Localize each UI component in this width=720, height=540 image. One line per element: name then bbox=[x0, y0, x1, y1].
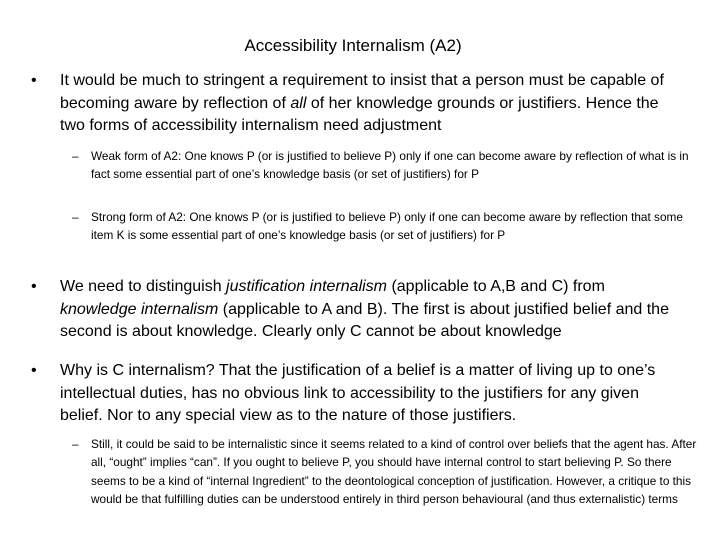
sub-bullet-strong-form bbox=[72, 208, 708, 245]
bullet-text: We need to distinguish justification internalism (applicable to A,B and C) from knowledge internalism (applicable to A and B). The first is about justified belief and the second is about knowledge. Clearly only C cannot be about knowledge bbox=[60, 278, 669, 340]
bullet-text: It would be much to stringent a requirement to insist that a person must be capable of becoming aware by reflection of all of her knowledge grounds or justifiers. Hence the two forms of accessibility internalism need adjustment bbox=[60, 72, 664, 134]
sub-bullet-text: Still, it could be said to be internalistic since it seems related to a kind of control over beliefs that the agent has. After all, “ought” implies “can”. If you ought to believe P, you should have internal control to start believing P. So there seems to be a kind of “internal Ingredient” to the deontological conception of justification. However, a critique to this would be that fulfilling duties can be understood entirely in third person behavioural (and thus externalistic) terms bbox=[91, 437, 697, 507]
emphasis-knowledge-internalism: knowledge internalism bbox=[60, 300, 219, 318]
bullet-marker: • bbox=[31, 72, 37, 89]
sub-bullet-control-over-beliefs bbox=[72, 435, 708, 509]
emphasis-justification-internalism: justification internalism bbox=[226, 278, 387, 295]
sub-bullet-text: Strong form of A2: One knows P (or is justified to believe P) only if one can become aware by reflection that some item K is some essential part of one’s knowledge basis (or set of justifiers) for P bbox=[91, 210, 683, 243]
bullet-text: Why is C internalism? That the justification of a belief is a matter of living up to one’s intellectual duties, has no obvious link to accessibility to the justifiers for any given belief. Nor to any special view as to the nature of those justifiers. bbox=[60, 362, 656, 424]
dash-marker: – bbox=[72, 149, 79, 163]
sub-bullet-weak-form bbox=[72, 147, 708, 184]
bullet-stringent-requirement bbox=[31, 70, 681, 138]
emphasis-all: all bbox=[290, 94, 307, 112]
bullet-justification-vs-knowledge bbox=[31, 276, 681, 344]
bullet-marker: • bbox=[31, 278, 37, 295]
dash-marker: – bbox=[72, 210, 79, 224]
slide-title: Accessibility Internalism (A2) bbox=[244, 36, 462, 55]
bullet-marker: • bbox=[31, 362, 37, 379]
bullet-why-c-internalism bbox=[31, 360, 681, 428]
dash-marker: – bbox=[72, 437, 79, 451]
sub-bullet-text: Weak form of A2: One knows P (or is justified to believe P) only if one can become aware by reflection of what is in fact some essential part of one’s knowledge basis (or set of justifiers) for P bbox=[91, 149, 689, 182]
